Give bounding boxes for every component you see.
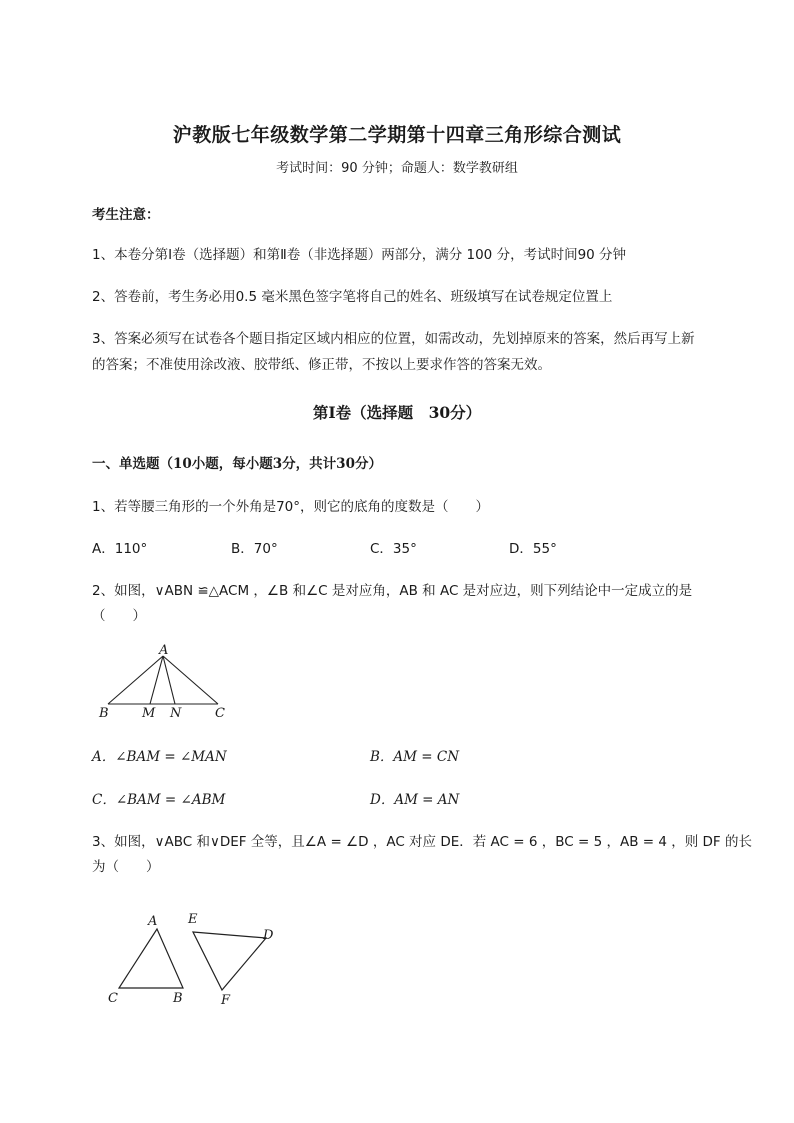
q1-option-b: B．70° [231, 541, 278, 557]
q2-option-c: C．∠BAM = ∠ABM [92, 792, 226, 808]
q1-stem: 1、若等腰三角形的一个外角是70°，则它的底角的度数是（ ） [92, 499, 490, 515]
q2-label-b: B [99, 706, 109, 721]
q2-figure [95, 640, 245, 725]
q3-label-a: A [148, 914, 158, 929]
notice-item-3-line1: 3、答案必须写在试卷各个题目指定区域内相应的位置，如需改动，先划掉原来的答案，然后再写上新 [92, 331, 695, 347]
q3-label-b: B [173, 991, 183, 1006]
q3-label-d: D [263, 928, 274, 943]
q3-label-c: C [108, 991, 118, 1006]
q2-label-a: A [159, 643, 169, 658]
page-title: 沪教版七年级数学第二学期第十四章三角形综合测试 [172, 124, 622, 146]
exam-info: 考试时间：90 分钟；命题人：数学教研组 [276, 161, 518, 176]
q2-label-m: M [142, 706, 156, 721]
q1-option-d: D．55° [509, 541, 557, 557]
q2-option-d: D．AM = AN [370, 792, 460, 808]
q2-stem-line1: 2、如图，∨ABN ≌△ACM ，∠B 和∠C 是对应角，AB 和 AC 是对应边，则下列结论中一定成立的是 [92, 583, 693, 599]
notice-item-2: 2、答卷前，考生务必用0.5 毫米黑色签字笔将自己的姓名、班级填写在试卷规定位置上 [92, 289, 613, 305]
q3-stem-line1: 3、如图，∨ABC 和∨DEF 全等，且∠A = ∠D ，AC 对应 DE．若 AC = 6 ，BC = 5 ，AB = 4 ，则 DF 的长 [92, 834, 752, 850]
q1-option-a: A．110° [92, 541, 148, 557]
q2-option-b: B．AM = CN [370, 749, 460, 765]
notice-heading: 考生注意： [92, 207, 160, 223]
q2-option-a: A．∠BAM = ∠MAN [92, 749, 227, 765]
part-heading: 一、单选题（10小题，每小题3分，共计30分） [92, 456, 382, 472]
q3-stem-line2: 为（ ） [92, 859, 160, 875]
notice-item-3-line2: 的答案；不准使用涂改液、胶带纸、修正带，不按以上要求作答的答案无效。 [92, 357, 551, 373]
q2-label-n: N [170, 706, 182, 721]
q1-option-c: C．35° [370, 541, 417, 557]
q3-label-f: F [221, 993, 231, 1008]
q2-label-c: C [215, 706, 225, 721]
q2-stem-line2: （ ） [92, 608, 146, 624]
notice-item-1: 1、本卷分第Ⅰ卷（选择题）和第Ⅱ卷（非选择题）两部分，满分 100 分，考试时间90 分钟 [92, 247, 627, 263]
q3-label-e: E [188, 912, 198, 927]
q3-figure [100, 905, 290, 1010]
section-title: 第Ⅰ卷（选择题 30分） [312, 403, 482, 422]
